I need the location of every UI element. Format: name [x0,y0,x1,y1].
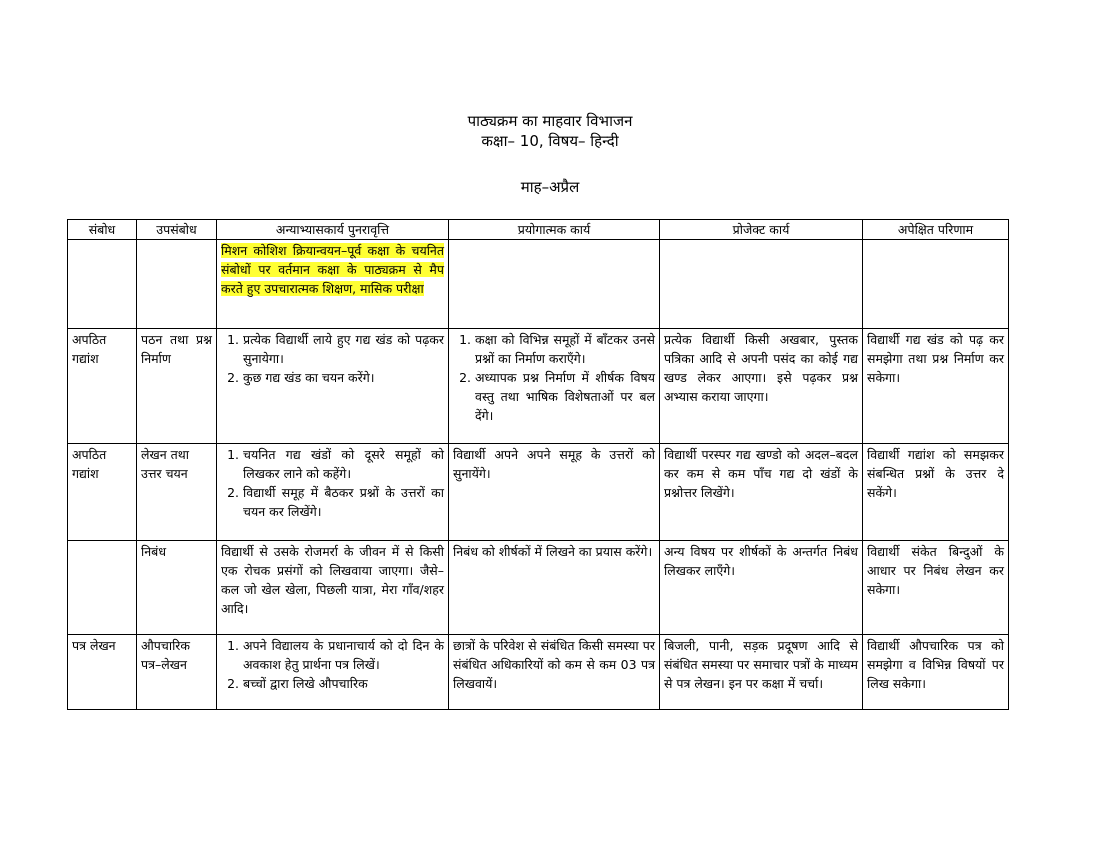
cell-outcome: विद्यार्थी गद्य खंड को पढ़ कर समझेगा तथा प्रश्न निर्माण कर सकेगा। [863,329,1009,444]
cell-practical: विद्यार्थी अपने अपने समूह के उत्तरों को सुनायेंगे। [449,444,660,541]
month-heading: माह–अप्रैल [520,178,580,196]
cell-revision [217,240,449,329]
cell-project [660,240,863,329]
cell-subconcept: लेखन तथा उत्तर चयन [137,444,217,541]
table-row [68,635,1009,710]
column-header-revision: अन्याभ्यासकार्य पुनरावृत्ति [217,220,449,240]
cell-project: प्रत्येक विद्यार्थी किसी अखबार, पुस्तक पत्रिका आदि से अपनी पसंद का कोई गद्य खण्ड लेकर आएगा। इसे पढ़कर प्रश्न अभ्यास कराया जाएगा। [660,329,863,444]
list-item: 2. कुछ गद्य खंड का चयन करेंगे। [243,368,444,387]
cell-project: अन्य विषय पर शीर्षकों के अन्तर्गत निबंध लिखकर लाएँगे। [660,541,863,635]
cell-revision [217,635,449,710]
cell-outcome [863,240,1009,329]
cell-revision: विद्यार्थी से उसके रोजमर्रा के जीवन में से किसी एक रोचक प्रसंगों को लिखवाया जाएगा। जैसे– कल जो खेल खेला, पिछली यात्रा, मेरा गाँव/शहर आदि। [217,541,449,635]
cell-practical [449,329,660,444]
list-item: 1. अपने विद्यालय के प्रधानाचार्य को दो दिन के अवकाश हेतु प्रार्थना पत्र लिखें। [243,636,444,674]
cell-concept [68,541,137,635]
page-subtitle: कक्षा– 10, विषय– हिन्दी [481,132,619,150]
highlighted-text: मिशन कोशिश क्रियान्वयन–पूर्व कक्षा के चयनित संबोधों पर वर्तमान कक्षा के पाठ्यक्रम से मैप करते हुए उपचारात्मक शिक्षण, मासिक परीक्षा [221,243,444,296]
curriculum-table [67,219,1009,710]
cell-concept [68,240,137,329]
cell-project: विद्यार्थी परस्पर गद्य खण्डो को अदल–बदल कर कम से कम पाँच गद्य दो खंडों के प्रश्नोत्तर लिखेंगे। [660,444,863,541]
cell-subconcept: निबंध [137,541,217,635]
cell-concept: पत्र लेखन [68,635,137,710]
list-item: 1. कक्षा को विभिन्न समूहों में बाँटकर उनसे प्रश्नों का निर्माण कराएँगे। [475,330,655,368]
cell-subconcept: औपचारिक पत्र–लेखन [137,635,217,710]
cell-outcome: विद्यार्थी गद्यांश को समझकर संबन्धित प्रश्नों के उत्तर दे सकेंगे। [863,444,1009,541]
page-title: पाठ्यक्रम का माहवार विभाजन [467,112,633,130]
table-row [68,444,1009,541]
practical-list [453,330,655,425]
cell-practical: निबंध को शीर्षकों में लिखने का प्रयास करेंगे। [449,541,660,635]
cell-concept: अपठित गद्यांश [68,329,137,444]
list-item: 1. चयनित गद्य खंडों को दूसरे समूहों को लिखकर लाने को कहेंगे। [243,445,444,483]
cell-practical [449,240,660,329]
table-row [68,240,1009,329]
list-item: 1. प्रत्येक विद्यार्थी लाये हुए गद्य खंड को पढ़कर सुनायेगा। [243,330,444,368]
cell-project: बिजली, पानी, सड़क प्रदूषण आदि से संबंधित समस्या पर समाचार पत्रों के माध्यम से पत्र लेखन। इन पर कक्षा में चर्चा। [660,635,863,710]
cell-practical: छात्रों के परिवेश से संबंधित किसी समस्या पर संबंधित अधिकारियों को कम से कम 03 पत्र लिखवायें। [449,635,660,710]
revision-list [221,330,444,387]
column-header-outcome: अपेक्षित परिणाम [863,220,1009,240]
column-header-concept: संबोध [68,220,137,240]
revision-list [221,636,444,693]
list-item: 2. विद्यार्थी समूह में बैठकर प्रश्नों के उत्तरों का चयन कर लिखेंगे। [243,483,444,521]
cell-revision [217,329,449,444]
column-header-subconcept: उपसंबोध [137,220,217,240]
cell-revision [217,444,449,541]
cell-concept: अपठित गद्यांश [68,444,137,541]
list-item: 2. अध्यापक प्रश्न निर्माण में शीर्षक विषय वस्तु तथा भाषिक विशेषताओं पर बल देंगे। [475,368,655,425]
revision-list [221,445,444,521]
table-row [68,541,1009,635]
cell-subconcept: पठन तथा प्रश्न निर्माण [137,329,217,444]
cell-outcome: विद्यार्थी औपचारिक पत्र को समझेगा व विभिन्न विषयों पर लिख सकेगा। [863,635,1009,710]
document-header [0,111,1100,197]
column-header-project: प्रोजेक्ट कार्य [660,220,863,240]
cell-outcome: विद्यार्थी संकेत बिन्दुओं के आधार पर निबंध लेखन कर सकेगा। [863,541,1009,635]
table-header-row [68,220,1009,240]
cell-subconcept [137,240,217,329]
table-row [68,329,1009,444]
column-header-practical: प्रयोगात्मक कार्य [449,220,660,240]
list-item: 2. बच्चों द्वारा लिखे औपचारिक [243,674,444,693]
